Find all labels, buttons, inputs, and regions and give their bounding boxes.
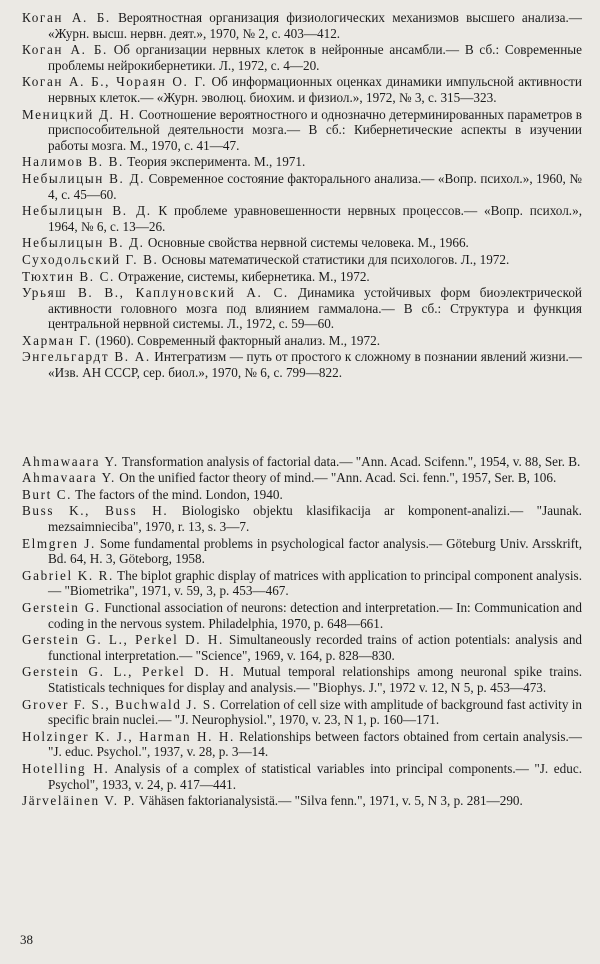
reference-entry <box>22 454 582 470</box>
reference-entry <box>22 349 582 380</box>
reference-details: Functional association of neurons: detection and interpretation.— In: Communication and coding in the nervous system. Philadelphia, 1970, p. 648—661. <box>48 600 582 631</box>
reference-entry <box>22 568 582 599</box>
reference-details: Теория эксперимента. М., 1971. <box>123 154 306 170</box>
reference-author: Gerstein G. L., Perkel D. H. <box>22 664 236 680</box>
reference-author: Grover F. S., Buchwald J. S. <box>22 696 217 712</box>
reference-details: Основные свойства нервной системы человека. М., 1966. <box>144 235 469 251</box>
reference-author: Суходольский Г. В. <box>22 251 159 267</box>
reference-entry <box>22 235 582 251</box>
references-foreign <box>22 454 582 809</box>
references-russian <box>22 10 582 381</box>
reference-details: Simultaneously recorded trains of action potentials: analysis and functional interpretation.— "Science", 1969, v. 164, p. 828—830. <box>48 632 583 663</box>
reference-author: Gabriel K. R. <box>22 567 114 583</box>
reference-entry <box>22 664 582 695</box>
reference-details: Вероятностная организация физиологических механизмов высшего анализа.— «Журн. высш. нервн. деят.», 1970, № 2, с. 403—412. <box>48 10 582 41</box>
reference-author: Урьяш В. В., Каплуновский А. С. <box>22 285 289 301</box>
reference-details: Отражение, системы, кибернетика. М., 1972. <box>114 268 370 284</box>
reference-author: Holzinger K. J., Harman H. H. <box>22 728 235 744</box>
reference-details: Vähäsen faktorianalysistä.— "Silva fenn.", 1971, v. 5, N 3, p. 281—290. <box>135 793 523 809</box>
reference-author: Järveläinen V. P. <box>22 793 136 809</box>
reference-entry <box>22 761 582 792</box>
reference-author: Elmgren J. <box>22 535 96 551</box>
reference-author: Коган А. Б. <box>22 42 108 58</box>
reference-entry <box>22 203 582 234</box>
reference-entry <box>22 10 582 41</box>
reference-details: Relationships between factors obtained from certain analysis.— "J. educ. Psychol.", 1937, v. 28, p. 3—14. <box>48 728 582 760</box>
reference-author: Энгельгардт В. А. <box>22 349 151 365</box>
reference-details: Динамика устойчивых форм биоэлектрической активности головного мозга под влиянием гаммалона.— В сб.: Структура и функция центральной нервной системы. Л., 1972, с. 59—60. <box>48 285 582 332</box>
reference-details: Основы математической статистики для психологов. Л., 1972. <box>158 251 510 267</box>
reference-entry <box>22 600 582 631</box>
reference-author: Ahmawaara Y. <box>22 453 119 469</box>
reference-details: Об организации нервных клеток в нейронные ансамбли.— В сб.: Современные проблемы нейрокибернетики. Л., 1972, с. 4—20. <box>48 42 582 73</box>
reference-entry <box>22 503 582 534</box>
reference-entry <box>22 470 582 486</box>
reference-details: Интегратизм — путь от простого к сложному в познании явлений жизни.— «Изв. АН СССР, сер. биол.», 1970, № 6, с. 799—822. <box>48 349 582 381</box>
reference-details: Mutual temporal relationships among neuronal spike trains. Statisticals techniques for display and analysis.— "Biophys. J.", 1972 v. 12, N 5, p. 453—473. <box>48 664 583 695</box>
reference-author: Gerstein G. L., Perkel D. H. <box>22 632 224 648</box>
reference-entry <box>22 42 582 73</box>
page-number: 38 <box>20 932 33 947</box>
reference-entry <box>22 285 582 332</box>
reference-details: Соотношение вероятностного и однозначно детерминированных параметров в приспособительной деятельности мозга.— В сб.: Кибернетические аспекты в изучении работы мозга. М., 1970, с. 41—47. <box>48 106 582 153</box>
reference-author: Buss K., Buss H. <box>22 503 169 519</box>
reference-author: Небылицын В. Д. <box>22 203 152 219</box>
reference-author: Burt C. <box>22 486 73 502</box>
reference-entry <box>22 107 582 154</box>
reference-details: Some fundamental problems in psychological factor analysis.— Göteburg Univ. Arsskrift, Bd. 64, H. 3, Göteborg, 1958. <box>48 535 583 567</box>
reference-author: Gerstein G. <box>22 600 101 615</box>
reference-details: On the unified factor theory of mind.— "Ann. Acad. Sci. fenn.", 1957, Ser. B, 106. <box>115 470 557 486</box>
reference-entry <box>22 487 582 503</box>
reference-entry <box>22 536 582 567</box>
reference-author: Коган А. Б., Чораян О. Г. <box>22 74 208 90</box>
reference-details: Analysis of a complex of statistical variables into principal components.— "J. educ. Psychol", 1933, v. 24, p. 417—441. <box>48 760 582 792</box>
reference-entry <box>22 252 582 268</box>
reference-details: Correlation of cell size with amplitude of background fast activity in specific brain nuclei.— "J. Neurophysiol.", 1970, v. 23, N 1, p. 160—171. <box>48 696 582 728</box>
reference-author: Небылицын В. Д. <box>22 170 146 186</box>
reference-details: К проблеме уравновешенности нервных процессов.— «Вопр. психол.», 1964, № 6, с. 13—26. <box>48 203 582 234</box>
reference-entry <box>22 154 582 170</box>
reference-author: Коган А. Б. <box>22 10 111 25</box>
reference-entry <box>22 333 582 349</box>
reference-details: The biplot graphic display of matrices with application to principal component analysis.— "Biometrika", 1971, v. 59, 3, p. 453—467. <box>48 567 582 599</box>
reference-entry <box>22 171 582 202</box>
reference-entry <box>22 632 582 663</box>
reference-entry <box>22 697 582 728</box>
reference-details: Современное состояние факторального анализа.— «Вопр. психол.», 1960, № 4, с. 45—60. <box>48 170 583 202</box>
reference-author: Харман Г. <box>22 332 93 348</box>
reference-details: The factors of the mind. London, 1940. <box>72 486 283 502</box>
section-gap <box>22 382 582 454</box>
reference-author: Ahmavaara Y. <box>22 470 116 486</box>
reference-details: (1960). Современный факторный анализ. М., 1972. <box>92 332 381 348</box>
reference-author: Меницкий Д. Н. <box>22 106 136 122</box>
reference-author: Тюхтин В. С. <box>22 268 115 284</box>
reference-entry <box>22 793 582 809</box>
reference-entry <box>22 269 582 285</box>
reference-entry <box>22 74 582 105</box>
reference-details: Transformation analysis of factorial data.— "Ann. Acad. Scifenn.", 1954, v. 88, Ser. B. <box>118 453 581 469</box>
reference-details: Об информационных оценках динамики импульсной активности нервных клеток.— «Журн. эволюц. биохим. и физиол.», 1972, № 3, с. 315—323. <box>48 74 582 105</box>
reference-author: Небылицын В. Д. <box>22 235 145 251</box>
reference-entry <box>22 729 582 760</box>
reference-details: Biologisko objektu klasifikacija ar komponent-analizi.— "Jaunak. mezsaimnieciba", 1970, r. 13, s. 3—7. <box>48 503 582 535</box>
reference-author: Налимов В. В. <box>22 154 124 170</box>
reference-author: Hotelling H. <box>22 760 110 776</box>
